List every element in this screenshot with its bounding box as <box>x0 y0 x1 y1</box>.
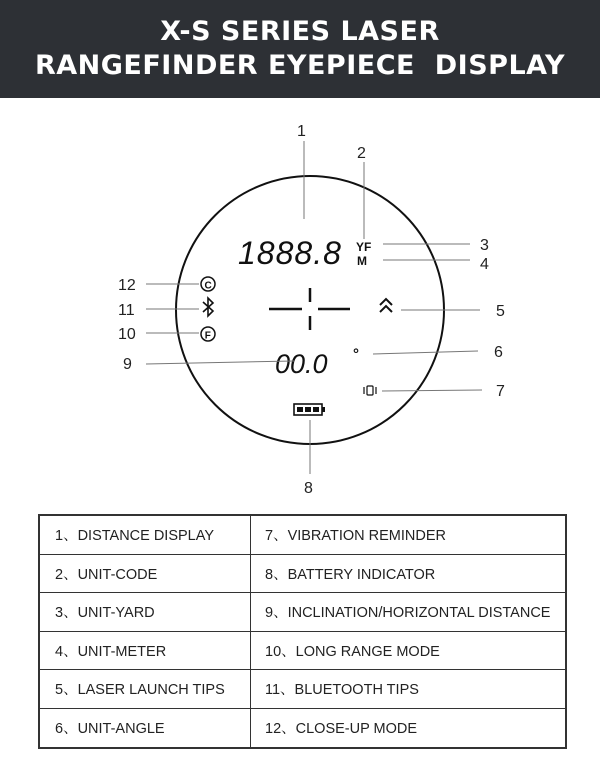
svg-text:C: C <box>204 280 212 292</box>
legend-item: 6、UNIT-ANGLE <box>40 709 251 748</box>
title-line-1: X-S SERIES LASER <box>160 16 440 47</box>
legend-item: 10、LONG RANGE MODE <box>251 632 565 671</box>
legend-item: 9、INCLINATION/HORIZONTAL DISTANCE <box>251 593 565 632</box>
callout-5: 5 <box>496 303 505 320</box>
callout-10: 10 <box>118 326 136 343</box>
title-banner <box>0 0 600 98</box>
unit-meter-label: M <box>357 254 367 268</box>
svg-text:F: F <box>204 330 211 342</box>
angle-readout: 00.0 <box>275 349 328 379</box>
legend-item: 8、BATTERY INDICATOR <box>251 555 565 594</box>
callout-6: 6 <box>494 344 503 361</box>
callout-11: 11 <box>118 302 135 319</box>
legend-table <box>38 514 567 749</box>
callout-12: 12 <box>118 277 136 294</box>
callout-1: 1 <box>297 123 306 140</box>
legend-item: 5、LASER LAUNCH TIPS <box>40 670 251 709</box>
legend-item: 1、DISTANCE DISPLAY <box>40 516 251 555</box>
callout-7: 7 <box>496 383 505 400</box>
eyepiece-diagram <box>0 98 600 510</box>
distance-readout: 1888.8 <box>238 235 342 271</box>
title-line-2: RANGEFINDER EYEPIECE DISPLAY <box>34 50 566 81</box>
callout-8: 8 <box>304 480 313 497</box>
legend-item: 3、UNIT-YARD <box>40 593 251 632</box>
callout-9: 9 <box>123 356 132 373</box>
legend-item: 4、UNIT-METER <box>40 632 251 671</box>
callout-3: 3 <box>480 237 489 254</box>
legend-item: 2、UNIT-CODE <box>40 555 251 594</box>
angle-unit: ° <box>353 346 359 363</box>
callout-2: 2 <box>357 145 366 162</box>
legend-item: 12、CLOSE-UP MODE <box>265 721 418 738</box>
legend-item: 11、BLUETOOTH TIPS <box>251 670 565 709</box>
unit-yard-label: YF <box>356 240 372 254</box>
legend-item: 7、VIBRATION REMINDER <box>251 516 565 555</box>
callout-4: 4 <box>480 256 489 273</box>
